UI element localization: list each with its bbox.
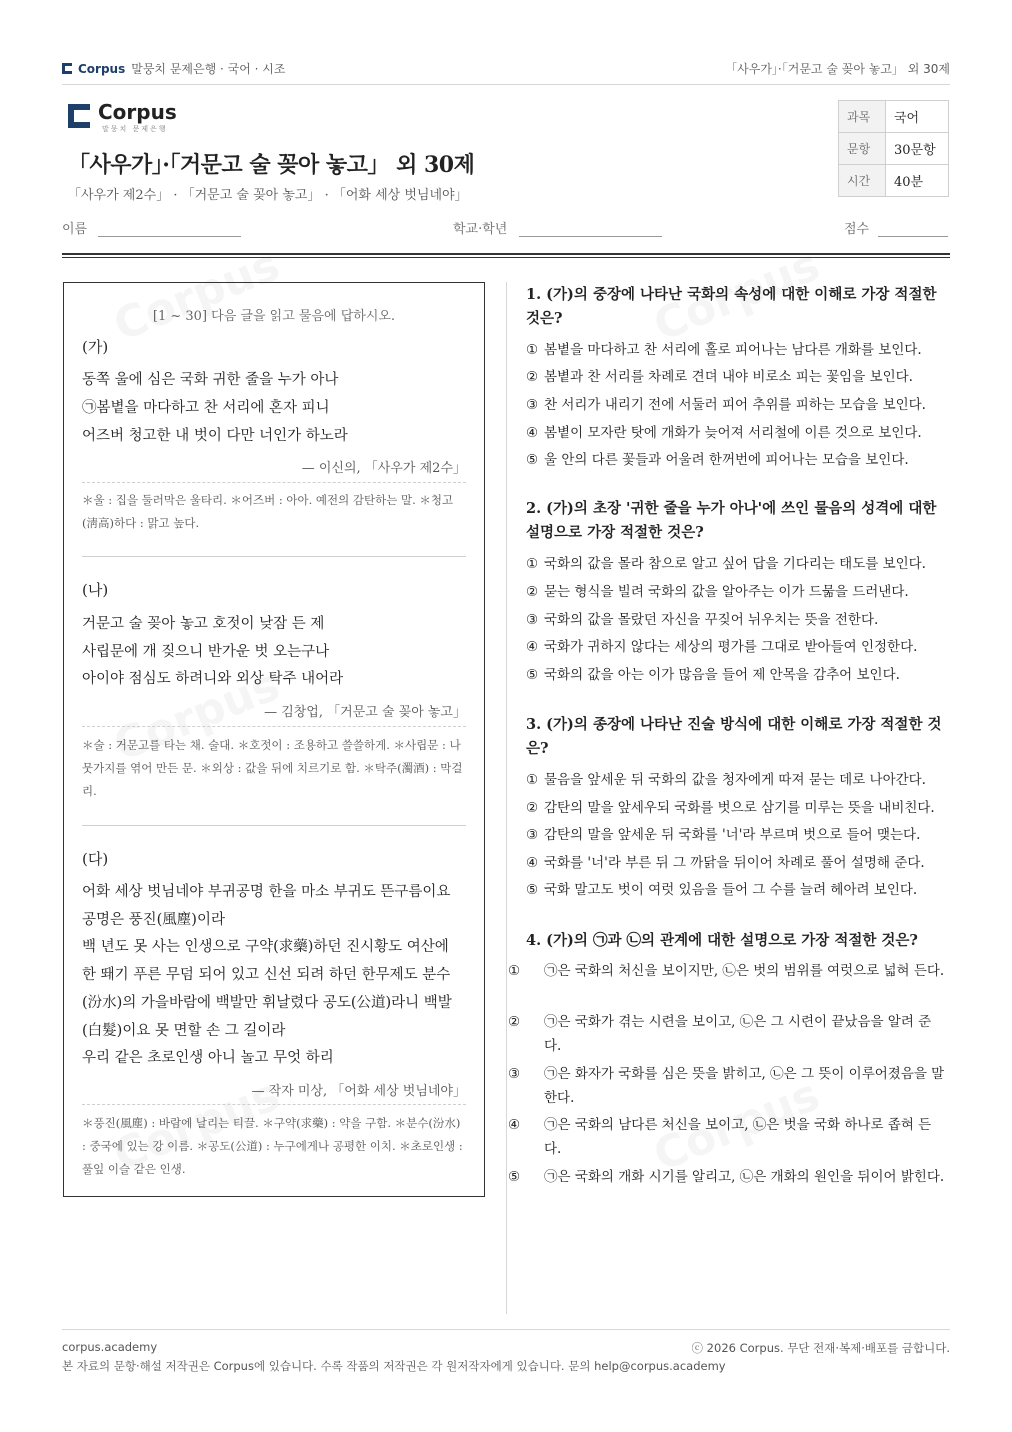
question-4-option-5[interactable]	[508, 1165, 948, 1189]
school-field[interactable]	[519, 236, 662, 237]
option-text: 국화를 '너'라 부른 뒤 그 까닭을 뒤이어 차례로 풀어 설명해 준다.	[544, 855, 925, 871]
footer-divider	[62, 1329, 950, 1330]
exam-info-table	[838, 100, 949, 197]
divider	[82, 556, 466, 557]
name-label: 이름	[62, 222, 88, 237]
option-text: ㉠은 국화의 남다른 처신을 보이고, ㉡은 벗을 국화 하나로 좁혀 든다.	[544, 1117, 932, 1157]
option-text: 감탄의 말을 앞세운 뒤 국화를 '너'라 부르며 벗으로 들어 맺는다.	[544, 827, 921, 843]
page-title: 「사우가」·「거문고 술 꽂아 놓고」 외 30제	[68, 152, 475, 178]
option-text: ㉠은 국화의 개화 시기를 알리고, ㉡은 개화의 원인을 뒤이어 밝힌다.	[544, 1169, 945, 1185]
option-text: 울 안의 다른 꽃들과 어울려 한꺼번에 피어나는 모습을 보인다.	[544, 452, 909, 468]
option-number: ③	[526, 612, 539, 628]
subject-label: 과목	[839, 101, 886, 133]
corpus-logo-icon	[68, 104, 90, 128]
option-number: ①	[508, 963, 521, 979]
page-subtitle: 「사우가 제2수」 · 「거문고 술 꽂아 놓고」 · 「어화 세상 벗님네야」	[68, 188, 468, 203]
question-1-option-5[interactable]	[526, 448, 950, 472]
divider	[82, 482, 466, 483]
question-3-option-3[interactable]	[526, 823, 950, 847]
count-value: 30문항	[886, 133, 949, 165]
option-text: 국화의 값을 몰랐던 자신을 꾸짖어 뉘우치는 뜻을 전한다.	[544, 612, 879, 628]
school-label: 학교·학년	[453, 222, 508, 237]
option-number: ②	[526, 369, 539, 385]
option-number: ④	[526, 855, 539, 871]
option-text: ㉠은 국화가 겪는 시련을 보이고, ㉡은 그 시련이 끝났음을 알려 준다.	[544, 1014, 932, 1054]
option-text: 국화의 값을 몰라 참으로 알고 싶어 답을 기다리는 태도를 보인다.	[544, 556, 926, 572]
poem-line: 사립문에 개 짖으니 반가운 벗 오는구나	[82, 644, 330, 660]
poem-line: 어화 세상 벗님네야 부귀공명 한을 마소 부귀도 뜬구름이요	[82, 884, 451, 900]
glossary-note: ＊술 : 거문고를 타는 채. 술대. ＊호젓이 : 조용하고 쓸쓸하게. ＊사립문 : 나뭇가지를 엮어 만든 문. ＊외상 : 값을 뒤에 치르기로 함. ＊탁주(濁酒) : 막걸리.	[82, 738, 463, 798]
option-number: ④	[508, 1117, 521, 1133]
question-1-option-4[interactable]	[526, 421, 950, 445]
poem-line: (汾水)의 가을바람에 백발만 휘날렸다 공도(公道)라니 백발	[82, 995, 452, 1011]
name-field[interactable]	[98, 236, 241, 237]
question-1-stem: 1. (가)의 중장에 나타난 국화의 속성에 대한 이해로 가장 적절한 것은?	[526, 286, 937, 327]
option-text: 국화 말고도 벗이 여럿 있음을 들어 그 수를 늘려 헤아려 보인다.	[544, 882, 918, 898]
question-2-option-2[interactable]	[526, 580, 950, 604]
subject-value: 국어	[886, 101, 949, 133]
corpus-logo-icon	[62, 63, 72, 74]
divider	[82, 1104, 466, 1105]
option-number: ⑤	[526, 882, 539, 898]
question-2-option-1[interactable]	[526, 552, 950, 576]
question-4-stem: 4. (가)의 ㉠과 ㉡의 관계에 대한 설명으로 가장 적절한 것은?	[526, 932, 918, 949]
question-4-option-1[interactable]	[508, 959, 948, 983]
option-text: 묻는 형식을 빌려 국화의 값을 알아주는 이가 드묾을 드러낸다.	[544, 584, 909, 600]
section-na-heading: (나)	[82, 581, 109, 599]
option-number: ⑤	[526, 452, 539, 468]
poem-line: 아이야 점심도 하려니와 외상 탁주 내어라	[82, 671, 344, 687]
poem-source: — 이신의, 「사우가 제2수」	[301, 461, 466, 476]
footer-site: corpus.academy	[62, 1340, 158, 1354]
question-4-option-2[interactable]	[508, 1010, 948, 1058]
question-1-option-3[interactable]	[526, 393, 950, 417]
glossary-note: ＊울 : 집을 둘러막은 울타리. ＊어즈버 : 아아. 예전의 감탄하는 말. ＊청고(淸高)하다 : 맑고 높다.	[82, 493, 454, 530]
question-3-option-2[interactable]	[526, 796, 950, 820]
question-3-option-1[interactable]	[526, 768, 950, 792]
count-label: 문항	[839, 133, 886, 165]
logo-tagline: 말뭉치 문제은행	[102, 125, 168, 133]
divider	[62, 257, 950, 258]
question-4-option-3[interactable]	[508, 1062, 948, 1110]
question-2-option-3[interactable]	[526, 608, 950, 632]
passage-box	[63, 282, 485, 1197]
top-bar	[62, 60, 950, 78]
column-divider	[506, 282, 507, 1314]
poem-source: — 김창업, 「거문고 술 꽂아 놓고」	[264, 705, 466, 720]
option-number: ②	[526, 584, 539, 600]
option-text: 국화의 값을 아는 이가 많음을 들어 제 안목을 감추어 보인다.	[544, 667, 900, 683]
option-number: ②	[508, 1014, 521, 1030]
option-text: 봄볕과 찬 서리를 차례로 견뎌 내야 비로소 피는 꽃임을 보인다.	[544, 369, 913, 385]
question-1-option-2[interactable]	[526, 365, 950, 389]
footer-notice: 본 자료의 문항·해설 저작권은 Corpus에 있습니다. 수록 작품의 저작권은 각 원저작자에게 있습니다. 문의 help@corpus.academy	[62, 1359, 726, 1373]
question-3-stem: 3. (가)의 종장에 나타난 진술 방식에 대한 이해로 가장 적절한 것은?	[526, 716, 942, 757]
footer-copyright: ⓒ 2026 Corpus. 무단 전재·복제·배포를 금합니다.	[691, 1341, 950, 1355]
option-number: ⑤	[526, 667, 539, 683]
option-number: ②	[526, 800, 539, 816]
option-text: 국화가 귀하지 않다는 세상의 평가를 그대로 받아들여 인정한다.	[544, 639, 918, 655]
option-text: ㉠은 국화의 처신을 보이지만, ㉡은 벗의 범위를 여럿으로 넓혀 든다.	[544, 963, 945, 979]
option-text: ㉠은 화자가 국화를 심은 뜻을 밝히고, ㉡은 그 뜻이 이루어졌음을 말한다.	[544, 1066, 945, 1106]
divider	[62, 253, 950, 255]
option-text: 봄볕을 마다하고 찬 서리에 홀로 피어나는 남다른 개화를 보인다.	[544, 342, 922, 358]
poem-line: 한 뙈기 푸른 무덤 되어 있고 신선 되려 하던 한무제도 분수	[82, 967, 451, 983]
poem-line: 거문고 술 꽂아 놓고 호젓이 낮잠 든 제	[82, 616, 325, 632]
section-da-heading: (다)	[82, 850, 109, 868]
option-number: ③	[508, 1066, 521, 1082]
poem-line: 우리 같은 초로인생 아니 놀고 무엇 하리	[82, 1050, 334, 1066]
score-label: 점수	[844, 222, 870, 237]
breadcrumb: 말뭉치 문제은행 · 국어 · 시조	[131, 62, 286, 76]
option-number: ①	[526, 556, 539, 572]
score-field[interactable]	[878, 236, 948, 237]
question-3-option-5[interactable]	[526, 878, 950, 902]
logo-name: Corpus	[98, 100, 177, 124]
time-value: 40분	[886, 165, 949, 197]
option-number: ①	[526, 772, 539, 788]
option-text: 봄볕이 모자란 탓에 개화가 늦어져 서리철에 이른 것으로 보인다.	[544, 425, 922, 441]
poem-line: 백 년도 못 사는 인생으로 구약(求藥)하던 진시황도 여산에	[82, 939, 449, 955]
divider	[82, 825, 466, 826]
option-number: ③	[526, 827, 539, 843]
option-text: 찬 서리가 내리기 전에 서둘러 피어 추위를 피하는 모습을 보인다.	[544, 397, 926, 413]
option-number: ④	[526, 639, 539, 655]
divider	[62, 84, 950, 85]
poem-line: 공명은 풍진(風塵)이라	[82, 912, 225, 928]
glossary-note: ＊풍진(風塵) : 바람에 날리는 티끌. ＊구약(求藥) : 약을 구함. ＊분수(汾水) : 중국에 있는 강 이름. ＊공도(公道) : 누구에게나 공평한 이치. ＊초로인생 : 풀잎 이슬 같은 인생.	[82, 1116, 463, 1176]
poem-line: 어즈버 청고한 내 벗이 다만 너인가 하노라	[82, 428, 348, 444]
option-number: ⑤	[508, 1169, 521, 1185]
section-ga-heading: (가)	[82, 338, 109, 356]
option-text: 감탄의 말을 앞세우되 국화를 벗으로 삼기를 미루는 뜻을 내비친다.	[544, 800, 935, 816]
question-3-option-4[interactable]	[526, 851, 950, 875]
question-2-option-5[interactable]	[526, 663, 950, 687]
poem-line: 동쪽 울에 심은 국화 귀한 줄을 누가 아나	[82, 372, 339, 388]
question-4-option-4[interactable]	[508, 1113, 948, 1161]
running-title: 「사우가」·「거문고 술 꽂아 놓고」 외 30제	[725, 62, 950, 76]
question-1-option-1[interactable]	[526, 338, 950, 362]
option-number: ③	[526, 397, 539, 413]
time-label: 시간	[839, 165, 886, 197]
question-2-option-4[interactable]	[526, 635, 950, 659]
poem-line: ㉠봄볕을 마다하고 찬 서리에 혼자 피니	[82, 400, 330, 416]
brand-name: Corpus	[78, 61, 126, 76]
option-text: 물음을 앞세운 뒤 국화의 값을 청자에게 따져 묻는 데로 나아간다.	[544, 772, 926, 788]
poem-source: — 작자 미상, 「어화 세상 벗님네야」	[251, 1084, 466, 1099]
instruction: [1 ~ 30] 다음 글을 읽고 물음에 답하시오.	[152, 309, 396, 324]
logo	[68, 102, 248, 142]
option-number: ①	[526, 342, 539, 358]
poem-line: (白髮)이요 못 면할 손 그 길이라	[82, 1023, 286, 1039]
divider	[82, 726, 466, 727]
option-number: ④	[526, 425, 539, 441]
question-2-stem: 2. (가)의 초장 '귀한 줄을 누가 아나'에 쓰인 물음의 성격에 대한 설명으로 가장 적절한 것은?	[526, 500, 937, 541]
